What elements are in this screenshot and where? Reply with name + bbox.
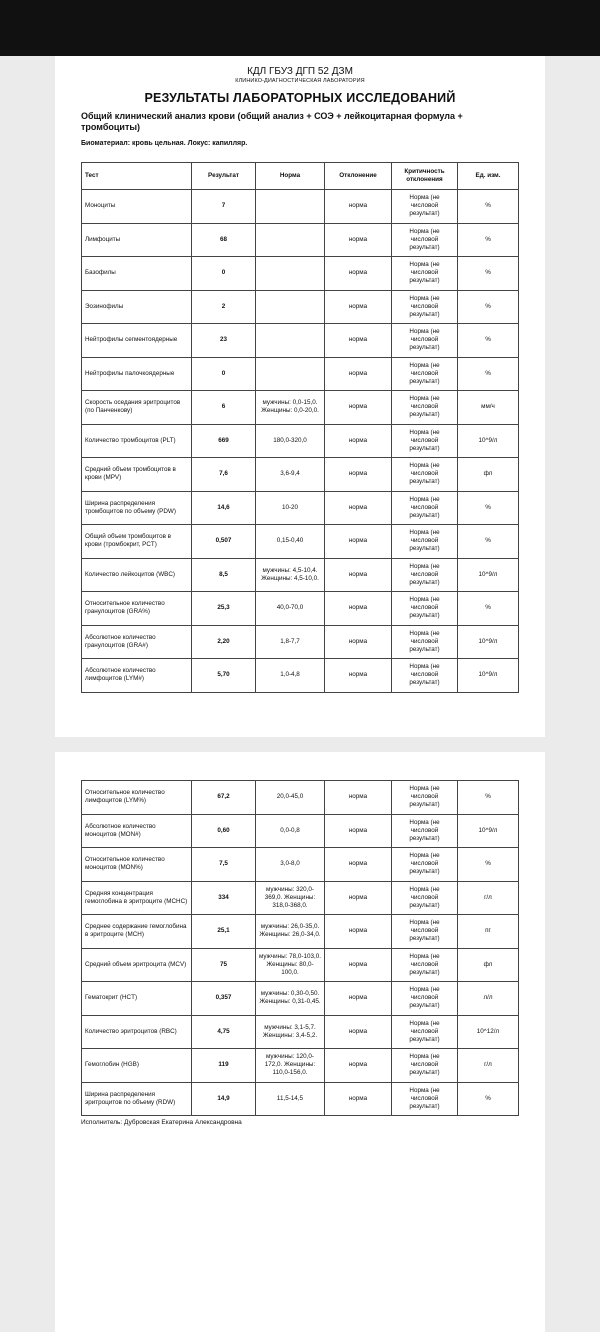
cell-result: 67,2 (192, 781, 256, 815)
cell-test: Относительное количество моноцитов (MON%) (82, 848, 192, 882)
table-row (82, 558, 519, 592)
cell-test: Средний объем тромбоцитов в крови (MPV) (82, 458, 192, 492)
cell-result: 7 (192, 190, 256, 224)
cell-result: 25,1 (192, 915, 256, 949)
cell-norm: 180,0-320,0 (256, 424, 325, 458)
cell-criticality: Норма (не числовой результат) (392, 659, 458, 693)
cell-unit: % (458, 491, 519, 525)
cell-unit: фл (458, 458, 519, 492)
cell-unit: г/л (458, 1049, 519, 1083)
cell-result: 7,6 (192, 458, 256, 492)
cell-unit: % (458, 190, 519, 224)
cell-test: Ширина распределения эритроцитов по объему (RDW) (82, 1082, 192, 1116)
table-header-row (82, 163, 519, 190)
cell-unit: % (458, 324, 519, 358)
cell-criticality: Норма (не числовой результат) (392, 915, 458, 949)
cell-result: 0,60 (192, 814, 256, 848)
cell-criticality: Норма (не числовой результат) (392, 324, 458, 358)
cell-deviation: норма (325, 324, 392, 358)
table-row (82, 982, 519, 1016)
organization-name: КДЛ ГБУЗ ДГП 52 ДЗМ (247, 66, 353, 77)
cell-norm: мужчины: 4,5-10,4. Женщины: 4,5-10,0. (256, 558, 325, 592)
cell-deviation: норма (325, 391, 392, 425)
table-row (82, 1049, 519, 1083)
cell-result: 14,6 (192, 491, 256, 525)
cell-norm: 40,0-70,0 (256, 592, 325, 626)
col-header-norm: Норма (256, 163, 325, 190)
cell-criticality: Норма (не числовой результат) (392, 223, 458, 257)
cell-norm (256, 324, 325, 358)
cell-unit: % (458, 357, 519, 391)
analysis-name: Общий клинический анализ крови (общий анализ + СОЭ + лейкоцитарная формула + тромбоциты) (81, 111, 463, 132)
cell-criticality: Норма (не числовой результат) (392, 357, 458, 391)
cell-deviation: норма (325, 781, 392, 815)
cell-test: Скорость оседания эритроцитов (по Панченкову) (82, 391, 192, 425)
cell-test: Нейтрофилы сегментоядерные (82, 324, 192, 358)
table-row (82, 848, 519, 882)
cell-unit: % (458, 592, 519, 626)
cell-result: 2,20 (192, 625, 256, 659)
cell-norm: мужчины: 26,0-35,0. Женщины: 26,0-34,0. (256, 915, 325, 949)
cell-result: 0,507 (192, 525, 256, 559)
top-status-bar (0, 0, 600, 56)
cell-deviation: норма (325, 1015, 392, 1049)
cell-result: 0 (192, 357, 256, 391)
cell-norm: мужчины: 0,30-0,50. Женщины: 0,31-0,45. (256, 982, 325, 1016)
cell-norm: мужчины: 320,0-369,0. Женщины: 318,0-368,0. (256, 881, 325, 915)
cell-test: Количество эритроцитов (RBC) (82, 1015, 192, 1049)
cell-criticality: Норма (не числовой результат) (392, 1082, 458, 1116)
cell-criticality: Норма (не числовой результат) (392, 625, 458, 659)
table-row (82, 525, 519, 559)
cell-test: Общий объем тромбоцитов в крови (тромбокрит, PCT) (82, 525, 192, 559)
table-row (82, 491, 519, 525)
cell-norm: 10-20 (256, 491, 325, 525)
cell-deviation: норма (325, 659, 392, 693)
col-header-deviation: Отклонение (325, 163, 392, 190)
cell-test: Лимфоциты (82, 223, 192, 257)
results-table-page-2 (81, 780, 519, 1116)
cell-deviation: норма (325, 592, 392, 626)
table-row (82, 881, 519, 915)
table-row (82, 781, 519, 815)
cell-norm: 3,0-8,0 (256, 848, 325, 882)
cell-result: 5,70 (192, 659, 256, 693)
cell-deviation: норма (325, 491, 392, 525)
cell-norm (256, 190, 325, 224)
cell-test: Абсолютное количество лимфоцитов (LYM#) (82, 659, 192, 693)
cell-result: 6 (192, 391, 256, 425)
cell-criticality: Норма (не числовой результат) (392, 948, 458, 982)
cell-test: Количество лейкоцитов (WBC) (82, 558, 192, 592)
cell-deviation: норма (325, 1049, 392, 1083)
cell-deviation: норма (325, 848, 392, 882)
col-header-criticality: Критичность отклонения (392, 163, 458, 190)
cell-norm: 0,0-0,8 (256, 814, 325, 848)
cell-deviation: норма (325, 915, 392, 949)
cell-unit: 10^12/л (458, 1015, 519, 1049)
cell-criticality: Норма (не числовой результат) (392, 257, 458, 291)
results-table-page-1 (81, 162, 519, 693)
cell-result: 4,75 (192, 1015, 256, 1049)
cell-criticality: Норма (не числовой результат) (392, 558, 458, 592)
cell-criticality: Норма (не числовой результат) (392, 391, 458, 425)
cell-test: Среднее содержание гемоглобина в эритроците (MCH) (82, 915, 192, 949)
cell-test: Моноциты (82, 190, 192, 224)
cell-criticality: Норма (не числовой результат) (392, 458, 458, 492)
cell-deviation: норма (325, 458, 392, 492)
laboratory-name: КЛИНИКО-ДИАГНОСТИЧЕСКАЯ ЛАБОРАТОРИЯ (235, 78, 365, 84)
cell-test: Количество тромбоцитов (PLT) (82, 424, 192, 458)
cell-result: 0,357 (192, 982, 256, 1016)
table-row (82, 659, 519, 693)
cell-criticality: Норма (не числовой результат) (392, 881, 458, 915)
cell-test: Эозинофилы (82, 290, 192, 324)
cell-norm: мужчины: 3,1-5,7. Женщины: 3,4-5,2. (256, 1015, 325, 1049)
cell-criticality: Норма (не числовой результат) (392, 982, 458, 1016)
cell-norm (256, 257, 325, 291)
cell-unit: фл (458, 948, 519, 982)
cell-test: Средняя концентрация гемоглобина в эритроците (MCHC) (82, 881, 192, 915)
cell-norm: 3,6-9,4 (256, 458, 325, 492)
cell-criticality: Норма (не числовой результат) (392, 424, 458, 458)
cell-norm: 1,8-7,7 (256, 625, 325, 659)
cell-norm: 11,5-14,5 (256, 1082, 325, 1116)
cell-unit: % (458, 848, 519, 882)
cell-deviation: норма (325, 558, 392, 592)
cell-unit: % (458, 223, 519, 257)
cell-deviation: норма (325, 814, 392, 848)
cell-deviation: норма (325, 982, 392, 1016)
cell-result: 68 (192, 223, 256, 257)
cell-unit: % (458, 290, 519, 324)
biomaterial-info: Биоматериал: кровь цельная. Локус: капилляр. (81, 140, 248, 147)
cell-deviation: норма (325, 525, 392, 559)
table-row (82, 290, 519, 324)
table-row (82, 814, 519, 848)
cell-deviation: норма (325, 223, 392, 257)
cell-deviation: норма (325, 290, 392, 324)
table-row (82, 257, 519, 291)
cell-unit: 10^9/л (458, 659, 519, 693)
cell-norm: мужчины: 120,0-172,0. Женщины: 110,0-156,0. (256, 1049, 325, 1083)
cell-test: Средний объем эритроцита (MCV) (82, 948, 192, 982)
cell-norm (256, 357, 325, 391)
cell-deviation: норма (325, 625, 392, 659)
cell-unit: пг (458, 915, 519, 949)
cell-result: 14,9 (192, 1082, 256, 1116)
cell-unit: 10^9/л (458, 814, 519, 848)
cell-test: Гематокрит (HCT) (82, 982, 192, 1016)
report-title: РЕЗУЛЬТАТЫ ЛАБОРАТОРНЫХ ИССЛЕДОВАНИЙ (144, 91, 456, 105)
cell-norm: 1,0-4,8 (256, 659, 325, 693)
col-header-test: Тест (82, 163, 192, 190)
cell-test: Абсолютное количество моноцитов (MON#) (82, 814, 192, 848)
cell-unit: % (458, 781, 519, 815)
cell-criticality: Норма (не числовой результат) (392, 491, 458, 525)
cell-result: 2 (192, 290, 256, 324)
cell-result: 23 (192, 324, 256, 358)
executor-signature: Исполнитель: Дубровская Екатерина Александровна (81, 1119, 242, 1126)
table-row (82, 223, 519, 257)
table-row (82, 391, 519, 425)
table-row (82, 190, 519, 224)
cell-norm (256, 290, 325, 324)
table-row (82, 592, 519, 626)
cell-criticality: Норма (не числовой результат) (392, 290, 458, 324)
table-row (82, 625, 519, 659)
cell-test: Абсолютное количество гранулоцитов (GRA#) (82, 625, 192, 659)
cell-deviation: норма (325, 424, 392, 458)
cell-deviation: норма (325, 881, 392, 915)
cell-unit: л/л (458, 982, 519, 1016)
cell-criticality: Норма (не числовой результат) (392, 190, 458, 224)
cell-result: 119 (192, 1049, 256, 1083)
table-row (82, 915, 519, 949)
cell-test: Относительное количество гранулоцитов (GRA%) (82, 592, 192, 626)
cell-result: 669 (192, 424, 256, 458)
cell-deviation: норма (325, 257, 392, 291)
cell-criticality: Норма (не числовой результат) (392, 848, 458, 882)
cell-deviation: норма (325, 357, 392, 391)
cell-unit: 10^9/л (458, 625, 519, 659)
cell-unit: мм/ч (458, 391, 519, 425)
table-row (82, 458, 519, 492)
cell-test: Ширина распределения тромбоцитов по объему (PDW) (82, 491, 192, 525)
cell-result: 75 (192, 948, 256, 982)
table-row (82, 357, 519, 391)
col-header-unit: Ед. изм. (458, 163, 519, 190)
table-row (82, 424, 519, 458)
cell-norm (256, 223, 325, 257)
cell-result: 0 (192, 257, 256, 291)
cell-norm: мужчины: 78,0-103,0. Женщины: 80,0-100,0. (256, 948, 325, 982)
table-row (82, 1082, 519, 1116)
cell-unit: % (458, 525, 519, 559)
cell-unit: % (458, 257, 519, 291)
cell-criticality: Норма (не числовой результат) (392, 1015, 458, 1049)
cell-norm: 20,0-45,0 (256, 781, 325, 815)
cell-criticality: Норма (не числовой результат) (392, 525, 458, 559)
cell-test: Гемоглобин (HGB) (82, 1049, 192, 1083)
cell-result: 8,5 (192, 558, 256, 592)
col-header-result: Результат (192, 163, 256, 190)
cell-norm: 0,15-0,40 (256, 525, 325, 559)
cell-criticality: Норма (не числовой результат) (392, 592, 458, 626)
cell-test: Нейтрофилы палочкоядерные (82, 357, 192, 391)
cell-test: Относительное количество лимфоцитов (LYM%) (82, 781, 192, 815)
cell-norm: мужчины: 0,0-15,0. Женщины: 0,0-20,0. (256, 391, 325, 425)
cell-result: 7,5 (192, 848, 256, 882)
cell-deviation: норма (325, 1082, 392, 1116)
cell-unit: 10^9/л (458, 424, 519, 458)
cell-unit: г/л (458, 881, 519, 915)
table-row (82, 1015, 519, 1049)
cell-deviation: норма (325, 190, 392, 224)
cell-criticality: Норма (не числовой результат) (392, 1049, 458, 1083)
cell-criticality: Норма (не числовой результат) (392, 814, 458, 848)
table-row (82, 324, 519, 358)
cell-test: Базофилы (82, 257, 192, 291)
cell-criticality: Норма (не числовой результат) (392, 781, 458, 815)
cell-result: 25,3 (192, 592, 256, 626)
cell-result: 334 (192, 881, 256, 915)
cell-deviation: норма (325, 948, 392, 982)
table-row (82, 948, 519, 982)
cell-unit: % (458, 1082, 519, 1116)
cell-unit: 10^9/л (458, 558, 519, 592)
